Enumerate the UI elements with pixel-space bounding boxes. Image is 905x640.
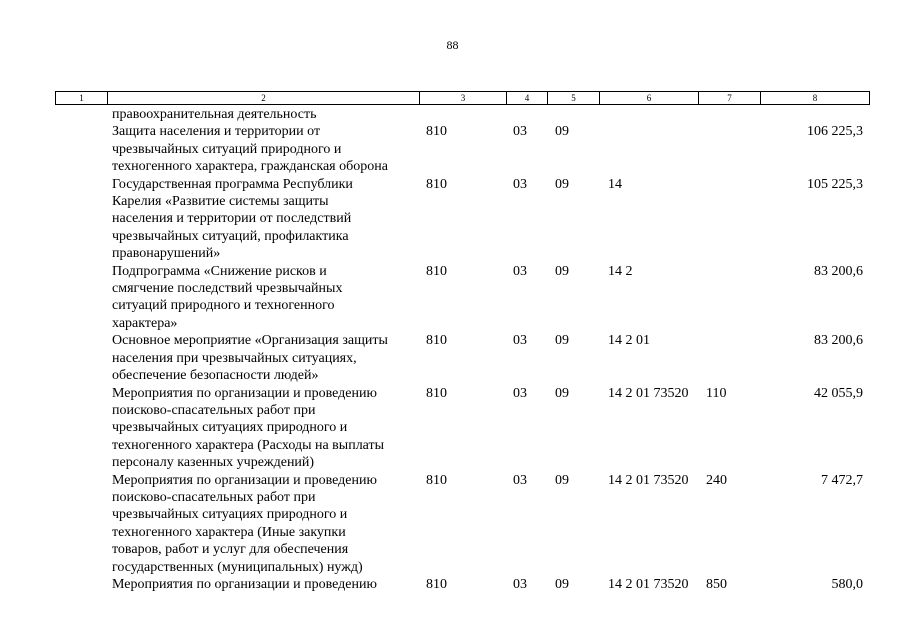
table-row [0, 385, 905, 472]
row-expense-type: 110 [706, 385, 727, 401]
row-amount: 580,0 [831, 576, 863, 592]
row-ministry-code: 810 [426, 333, 447, 349]
row-name: Основное мероприятие «Организация защиты населения при чрезвычайных ситуациях, обеспечение безопасности людей» [112, 333, 388, 384]
column-header-3: 3 [420, 92, 507, 105]
row-name: Мероприятия по организации и проведению [112, 576, 377, 592]
column-header-7: 7 [699, 92, 761, 105]
column-header-row [56, 92, 870, 105]
table-row [0, 472, 905, 576]
column-header-6: 6 [600, 92, 699, 105]
column-header-table [55, 91, 870, 105]
row-ministry-code: 810 [426, 176, 447, 192]
row-section-code: 03 [513, 576, 527, 592]
column-header-8: 8 [761, 92, 870, 105]
row-subsection-code: 09 [555, 576, 569, 592]
row-name: Мероприятия по организации и проведению поисково-спасательных работ при чрезвычайных ситуациях природного и техногенного характера (Расходы на выплаты персоналу казенных учреждений) [112, 385, 385, 471]
row-section-code: 03 [513, 124, 527, 140]
row-expense-type: 850 [706, 576, 727, 592]
row-target-code: 14 2 01 73520 [608, 576, 689, 592]
row-subsection-code: 09 [555, 263, 569, 279]
row-name: Защита населения и территории от чрезвычайных ситуаций природного и техногенного характера, гражданская оборона [112, 124, 388, 175]
row-section-code: 03 [513, 333, 527, 349]
row-amount: 42 055,9 [814, 385, 863, 401]
row-amount: 105 225,3 [807, 176, 863, 192]
row-subsection-code: 09 [555, 472, 569, 488]
row-target-code: 14 2 01 73520 [608, 385, 689, 401]
row-expense-type: 240 [706, 472, 727, 488]
row-subsection-code: 09 [555, 124, 569, 140]
row-target-code: 14 2 01 73520 [608, 472, 689, 488]
row-name: Подпрограмма «Снижение рисков и смягчение последствий чрезвычайных ситуаций природного и техногенного характера» [112, 263, 343, 331]
row-amount: 106 225,3 [807, 124, 863, 140]
column-header-2: 2 [108, 92, 420, 105]
table-row [0, 176, 905, 263]
row-ministry-code: 810 [426, 385, 447, 401]
row-section-code: 03 [513, 176, 527, 192]
table-row [0, 123, 905, 175]
row-ministry-code: 810 [426, 263, 447, 279]
row-amount: 83 200,6 [814, 263, 863, 279]
column-header-1: 1 [56, 92, 108, 105]
column-header-4: 4 [507, 92, 548, 105]
row-subsection-code: 09 [555, 176, 569, 192]
row-section-code: 03 [513, 385, 527, 401]
row-ministry-code: 810 [426, 576, 447, 592]
row-ministry-code: 810 [426, 124, 447, 140]
row-amount: 7 472,7 [821, 472, 863, 488]
row-name: Мероприятия по организации и проведению поисково-спасательных работ при чрезвычайных ситуациях природного и техногенного характера (Иные закупки товаров, работ и услуг для обеспечения государственных (муниципальных) нужд) [112, 472, 377, 575]
page-number: 88 [446, 38, 459, 52]
row-target-code: 14 2 01 [608, 333, 650, 349]
row-subsection-code: 09 [555, 333, 569, 349]
table-row [0, 263, 905, 333]
row-section-code: 03 [513, 263, 527, 279]
table-row [0, 332, 905, 384]
budget-table-body [0, 106, 905, 593]
table-row [0, 576, 905, 593]
row-target-code: 14 2 [608, 263, 633, 279]
row-ministry-code: 810 [426, 472, 447, 488]
row-amount: 83 200,6 [814, 333, 863, 349]
row-subsection-code: 09 [555, 385, 569, 401]
table-row [0, 106, 905, 123]
row-name: правоохранительная деятельность [112, 107, 317, 122]
row-name: Государственная программа Республики Карелия «Развитие системы защиты населения и территории от последствий чрезвычайных ситуаций, профилактика правонарушений» [112, 176, 353, 262]
column-header-5: 5 [548, 92, 600, 105]
row-section-code: 03 [513, 472, 527, 488]
row-target-code: 14 [608, 176, 622, 192]
